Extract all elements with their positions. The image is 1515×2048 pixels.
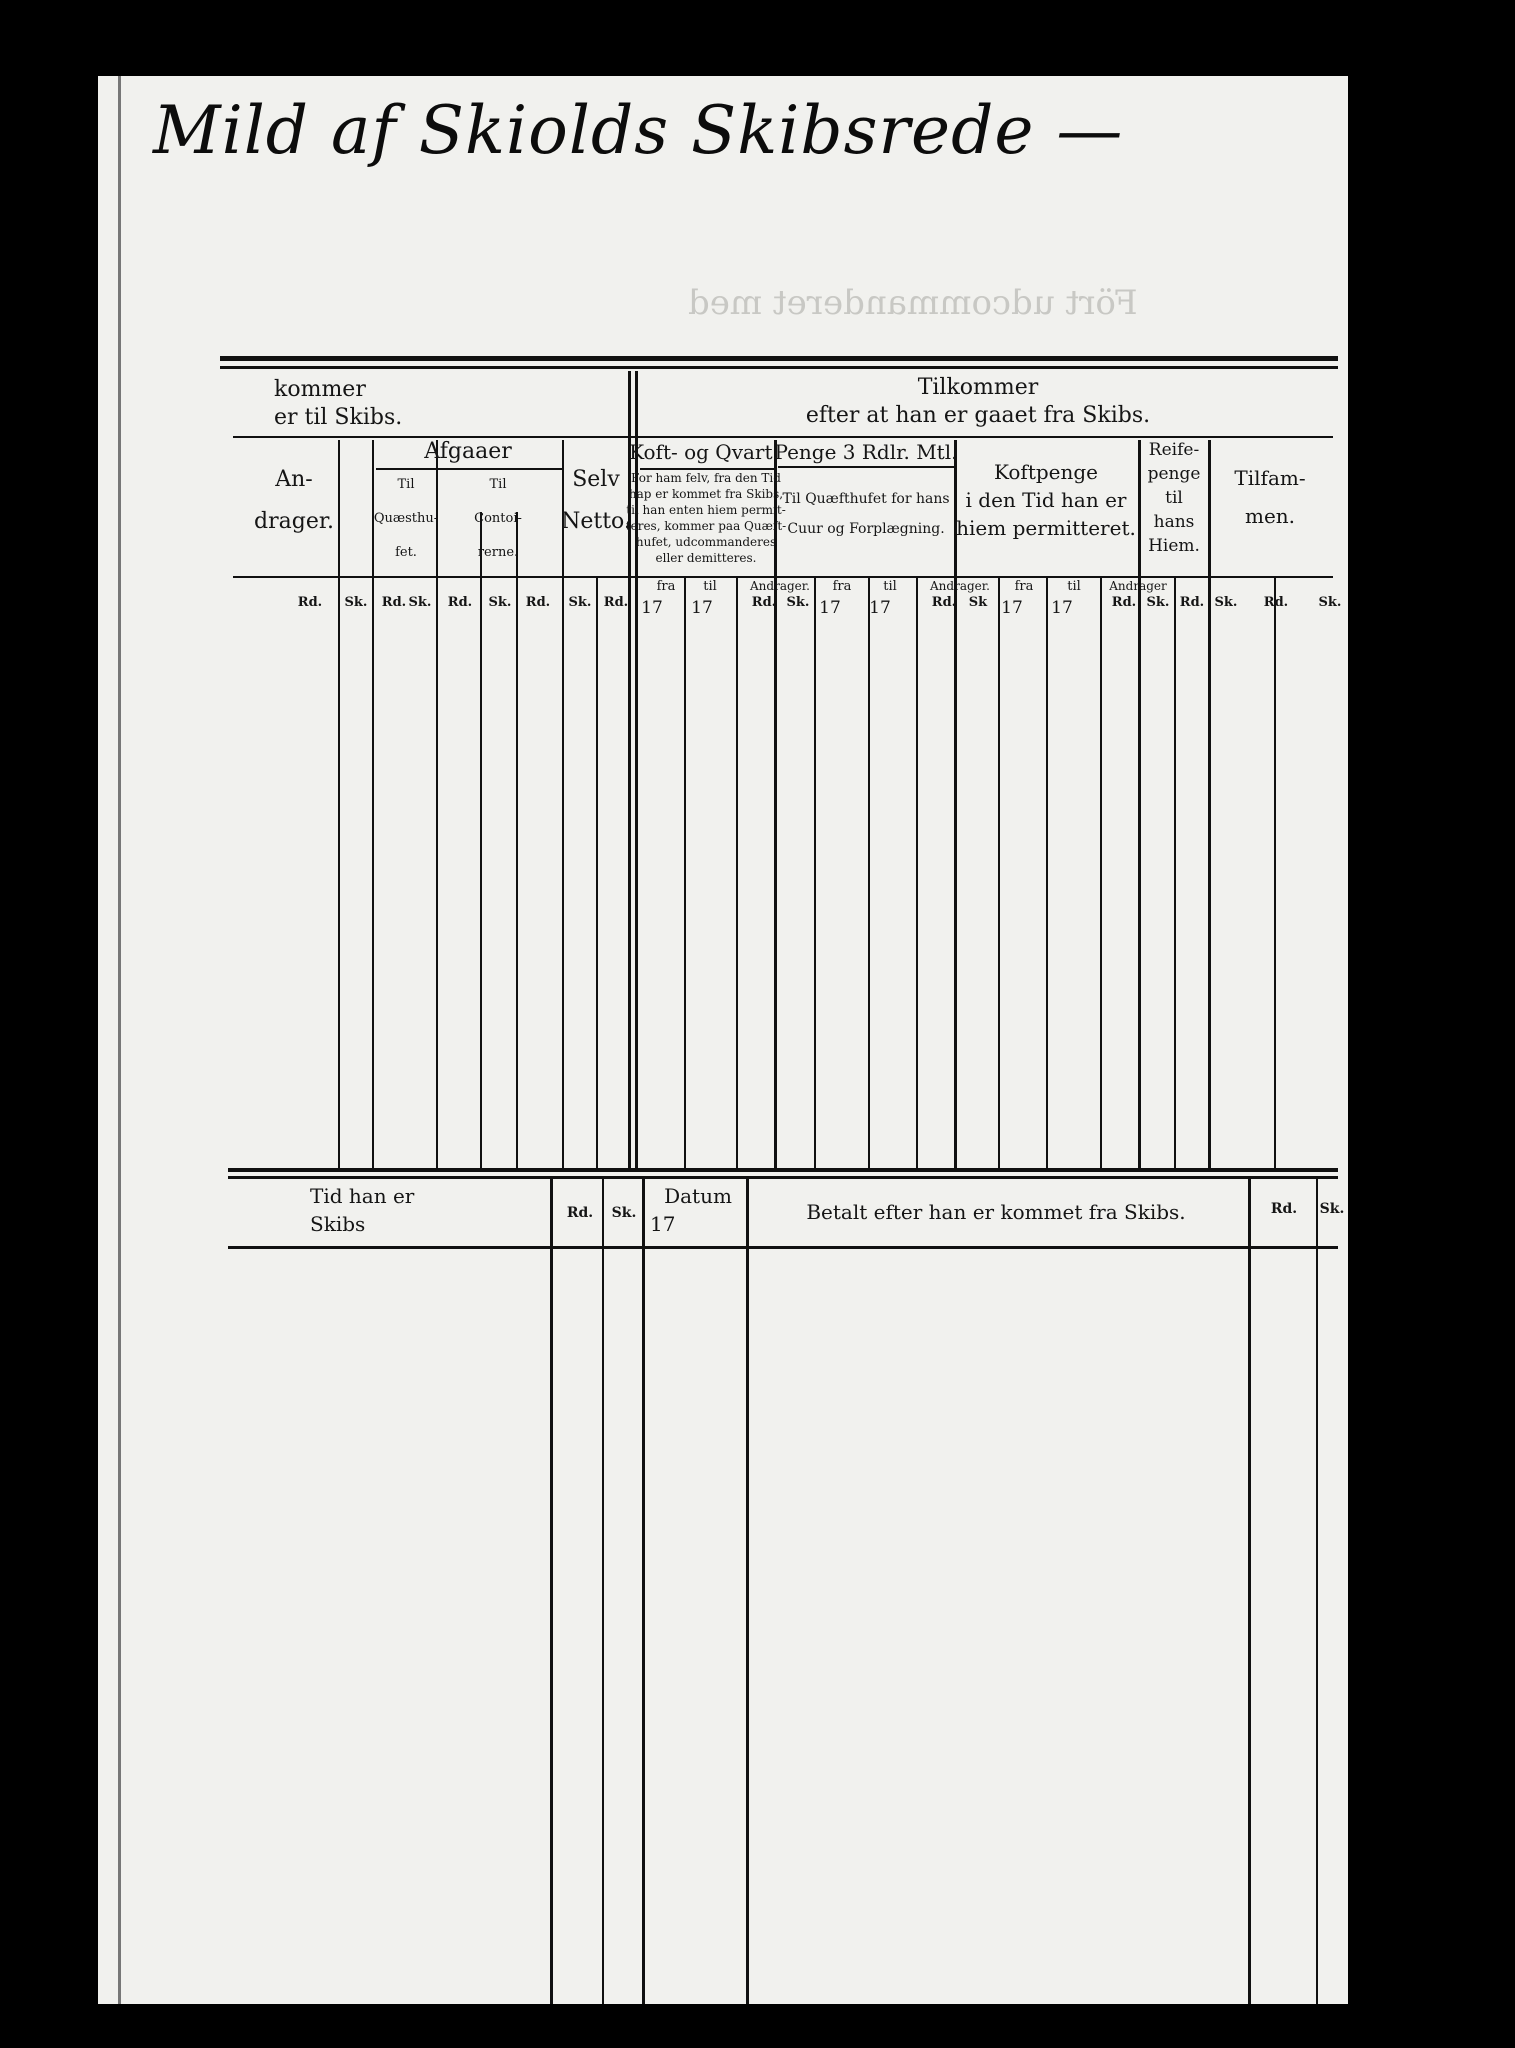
col-netto: Netto. [561,509,631,534]
penge-desc-1: Til Quæfthufet for hans [782,491,950,507]
col-reisepenge-3: til [1165,488,1183,508]
kost-rule [640,468,774,470]
lower-sk: Sk. [611,1205,637,1221]
unit-rd: Rd. [1179,595,1205,610]
kost-desc-4: teres, kommer paa Quæft- [625,519,787,533]
lower-datum-year: 17 [650,1212,676,1236]
subheader-rule [233,576,1333,578]
unit-fra: fra [832,579,852,594]
col-penge: Penge 3 Rdlr. Mtl. [774,440,958,464]
unit-til: til [1067,579,1081,594]
unit-andrager: Andrager. [750,579,810,593]
document-page [98,76,1348,2004]
lower-rd: Rd. [566,1205,594,1221]
kost-desc-5: hufet, udcommanderes [635,535,777,549]
unit-sk: Sk. [786,595,810,610]
col-til-contoirerne-1: Til [489,477,507,492]
col-line [480,512,482,1170]
unit-rd: Rd. [1263,595,1289,610]
col-reisepenge-2: penge [1147,464,1201,484]
col-line [516,512,518,1170]
kost-desc-6: eller demitteres. [655,551,757,565]
unit-sk: Sk. [488,595,512,610]
unit-rd: Rd. [931,595,957,610]
lower-col-line [602,1179,604,2004]
col-line [814,576,816,1170]
unit-sk: Sk. [1214,595,1238,610]
unit-rd: Rd. [381,595,407,610]
col-selv: Selv [572,467,620,492]
unit-year: 17 [641,598,663,618]
lower-rd2: Rd. [1270,1201,1298,1217]
unit-rd: Rd. [447,595,473,610]
col-line [596,576,598,1170]
col-line [1208,440,1211,1170]
unit-rd: Rd. [525,595,551,610]
col-kost-og-qvart: Koft- og Qvart. [629,440,779,464]
lower-datum: Datum [664,1184,732,1208]
lower-col-line [1248,1179,1251,2004]
kost-desc-3: til han enten hiem permit- [626,503,786,517]
unit-sk: Sk [968,595,988,610]
col-kostpenge-2: i den Tid han er [965,488,1127,512]
lower-sk2: Sk. [1319,1201,1345,1217]
unit-sk: Sk. [344,595,368,610]
top-rule [220,356,1338,361]
col-line [436,440,438,1170]
lower-betalt: Betalt efter han er kommet fra Skibs. [806,1200,1186,1224]
col-kostpenge-3: hiem permitteret. [956,516,1136,540]
bleed-through-text: Fört udcommanderet med [688,283,1138,323]
col-reisepenge-1: Reife- [1148,440,1200,460]
lower-col-line [550,1179,553,2004]
lower-col-line [1316,1179,1318,2004]
col-reisepenge-5: Hiem. [1148,536,1200,556]
col-tilsammen-1: Tilfam- [1234,466,1306,490]
unit-year: 17 [869,598,891,618]
handwritten-title: Mild af Skiolds Skibsrede — [153,92,1124,169]
col-line [562,440,564,1170]
top-rule-2 [220,366,1338,369]
unit-sk: Sk. [568,595,592,610]
unit-sk: Sk. [1318,595,1342,610]
col-til-contoirerne-2: Contoi- [474,511,522,526]
unit-year: 17 [691,598,713,618]
header-right-line1: Tilkommer [917,375,1039,400]
col-line [998,576,1000,1170]
unit-andrager: Andrager. [930,579,990,593]
col-til-quaesthuset-2: Quæsthu- [373,511,439,526]
col-tilsammen-2: men. [1244,504,1296,528]
header-left-line2: er til Skibs. [274,405,403,430]
afgaaer-rule [376,468,562,470]
lower-header-rule [228,1246,1338,1249]
col-line [372,440,374,1170]
penge-desc-2: Cuur og Forplægning. [787,521,945,537]
lower-rule-2 [228,1176,1338,1179]
unit-andrager: Andrager [1109,579,1167,593]
header-right-line2: efter at han er gaaet fra Skibs. [805,403,1151,428]
col-afgaaer: Afgaaer [424,439,512,464]
penge-rule [778,466,954,468]
unit-sk: Sk. [1146,595,1170,610]
unit-fra: fra [656,579,676,594]
header-left-line1: kommer [274,377,366,402]
binding-edge [118,76,121,2004]
col-line [916,576,918,1170]
unit-rd: Rd. [297,595,323,610]
col-line [1046,576,1048,1170]
unit-rd: Rd. [751,595,777,610]
kost-desc-2: hap er kommet fra Skibs, [628,487,784,501]
col-reisepenge-4: hans [1153,512,1195,532]
lower-tid-line1: Tid han er [310,1184,415,1208]
col-til-quaesthuset-1: Til [397,477,415,492]
unit-til: til [883,579,897,594]
unit-rd: Rd. [603,595,629,610]
col-line [1100,576,1102,1170]
unit-rd: Rd. [1111,595,1137,610]
col-line [1174,576,1176,1170]
lower-rule [228,1168,1338,1172]
unit-year: 17 [819,598,841,618]
col-line [774,440,777,1170]
unit-sk: Sk. [408,595,432,610]
col-line [338,440,340,1170]
unit-year: 17 [1051,598,1073,618]
col-line [1274,576,1276,1170]
col-line [954,440,957,1170]
col-line [868,576,870,1170]
lower-tid-line2: Skibs [310,1212,366,1236]
col-andrager-1: An- [275,467,313,492]
lower-col-line [746,1179,749,2004]
col-til-contoirerne-3: rerne. [477,545,519,560]
header-rule [233,436,1333,438]
unit-year: 17 [1001,598,1023,618]
col-kostpenge-1: Koftpenge [993,460,1099,484]
col-til-quaesthuset-3: fet. [395,545,417,560]
col-line [736,576,738,1170]
col-andrager-2: drager. [254,509,334,534]
lower-col-line [642,1179,645,2004]
col-line [684,576,686,1170]
unit-fra: fra [1014,579,1034,594]
kost-desc-1: For ham felv, fra den Tid [631,471,781,485]
col-line [1138,440,1141,1170]
unit-til: til [703,579,717,594]
